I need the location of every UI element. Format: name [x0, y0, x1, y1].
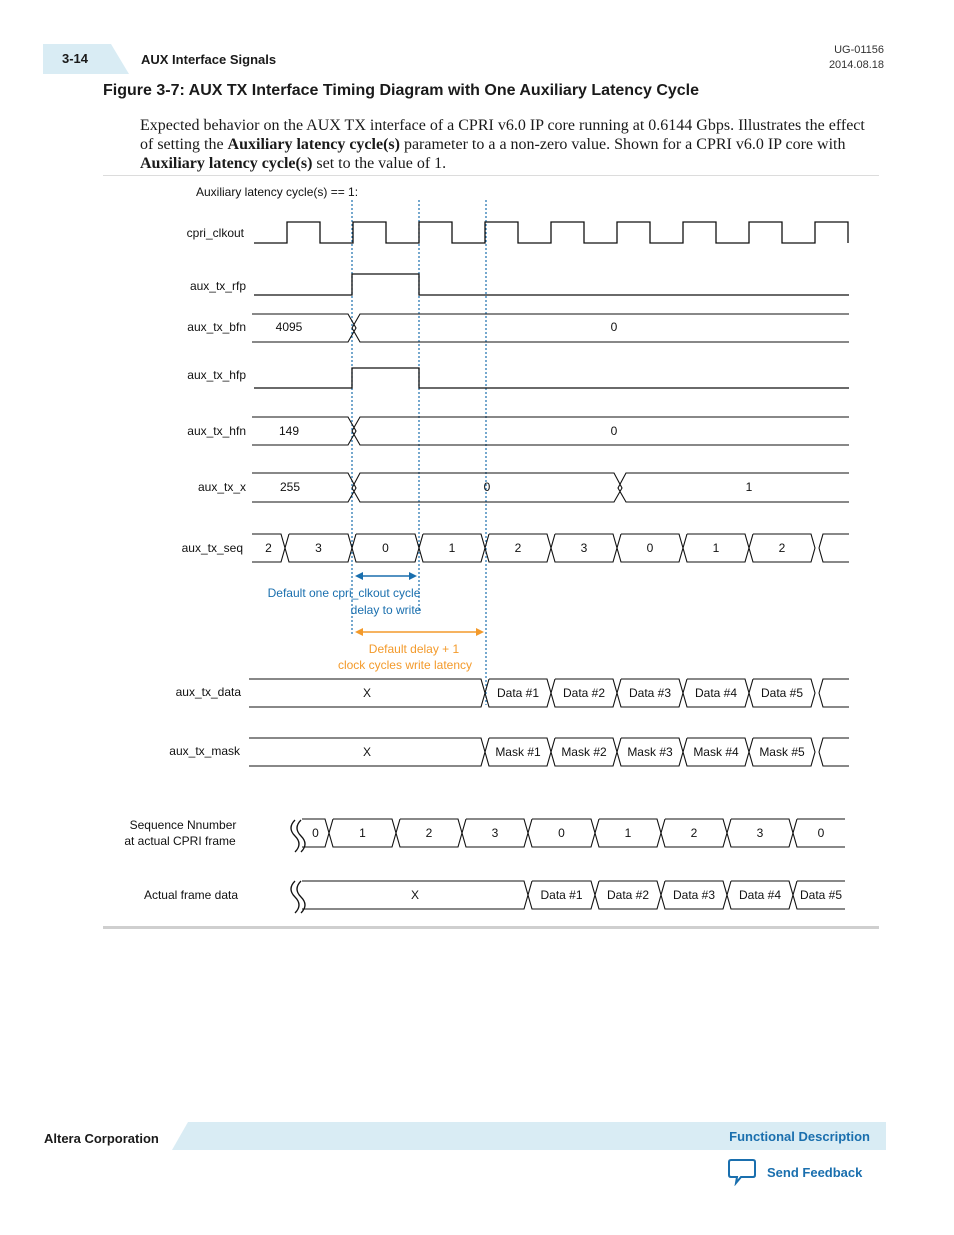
figure-bottom-rule [103, 926, 879, 929]
seqn-value: 3 [491, 826, 499, 840]
mask-value: X [362, 745, 372, 759]
hfp-waveform [254, 368, 849, 388]
seq-value: 1 [712, 541, 720, 555]
desc-text-1: Expected behavior on the AUX TX interface of a CPRI v6.0 IP core running at 0.6144 Gbps. Illustrates the effect of setting the [140, 117, 865, 153]
footer-company: Altera Corporation [44, 1131, 159, 1146]
desc-bold-1: Auxiliary latency cycle(s) [227, 136, 400, 153]
send-feedback-button[interactable] [727, 1158, 862, 1186]
seqn-bus [302, 819, 845, 847]
signal-label-hfp: aux_tx_hfp [187, 368, 246, 382]
seqn-value: 1 [359, 826, 366, 840]
mask-value: Mask #4 [693, 745, 739, 759]
data-value: Data #5 [760, 686, 804, 700]
page-number: 3-14 [62, 51, 89, 66]
speech-bubble-icon [727, 1158, 757, 1186]
frame-value: Data #5 [799, 888, 843, 902]
bfn-value-0: 4095 [275, 320, 303, 334]
clock-waveform [254, 222, 848, 243]
seqn-value: 3 [756, 826, 764, 840]
seqn-value: 2 [425, 826, 433, 840]
bus-trailing-stub [819, 679, 849, 707]
doc-id: UG-01156 [834, 44, 884, 56]
data-value: Data #3 [628, 686, 672, 700]
signal-label-x: aux_tx_x [197, 480, 246, 494]
mask-value: Mask #3 [627, 745, 673, 759]
frame-value: Data #4 [738, 888, 782, 902]
frame-bus [302, 881, 845, 909]
frame-break-icon [291, 881, 305, 913]
desc-text-2: parameter to a a non-zero value. Shown for a CPRI v6.0 IP core with [399, 136, 846, 153]
blue-annotation-1: Default one cpri_clkout cycle [267, 586, 421, 600]
hfn-value-1: 0 [610, 424, 618, 438]
seqn-value: 0 [558, 826, 565, 840]
signal-label-hfn: aux_tx_hfn [187, 424, 246, 438]
doc-date: 2014.08.18 [828, 59, 884, 71]
seq-value: 2 [514, 541, 522, 555]
frame-value: Data #2 [606, 888, 650, 902]
seq-value: 0 [646, 541, 654, 555]
rfp-waveform [254, 274, 849, 295]
frame-value: X [410, 888, 420, 902]
x-bus [252, 473, 849, 502]
desc-bold-2: Auxiliary latency cycle(s) [140, 155, 313, 172]
data-value: Data #2 [562, 686, 606, 700]
seqn-value: 0 [817, 826, 825, 840]
x-value-0: 255 [279, 480, 301, 494]
seqn-value: 0 [312, 826, 319, 840]
seq-value: 3 [580, 541, 588, 555]
mask-bus [249, 738, 849, 766]
data-bus [249, 679, 849, 707]
section-title: AUX Interface Signals [141, 52, 277, 67]
signal-label-bfn: aux_tx_bfn [187, 320, 246, 334]
seq-value: 2 [778, 541, 786, 555]
data-value: Data #1 [496, 686, 540, 700]
figure-title: Figure 3-7: AUX TX Interface Timing Diagram with One Auxiliary Latency Cycle [103, 82, 700, 99]
seq-value: 2 [265, 541, 272, 555]
blue-annotation-2: delay to write [350, 603, 422, 617]
bfn-value-1: 0 [610, 320, 618, 334]
signal-label-rfp: aux_tx_rfp [189, 279, 246, 293]
latency-label: Auxiliary latency cycle(s) == 1: [196, 185, 359, 199]
mask-value: Mask #5 [759, 745, 805, 759]
seq-value: 1 [448, 541, 456, 555]
seqn-value: 1 [624, 826, 632, 840]
bus-trailing-stub [819, 534, 849, 562]
signal-label-clk: cpri_clkout [186, 226, 244, 240]
bfn-bus [252, 314, 849, 342]
hfn-bus [252, 417, 849, 445]
signal-label-frame: Actual frame data [143, 888, 239, 902]
signal-label-seq: aux_tx_seq [181, 541, 243, 555]
send-feedback-label: Send Feedback [767, 1164, 863, 1180]
x-value-1: 0 [483, 480, 491, 494]
frame-value: Data #1 [540, 888, 583, 902]
orange-annotation-1: Default delay + 1 [368, 642, 460, 656]
seq-bus [252, 534, 849, 562]
signal-label-mask: aux_tx_mask [169, 744, 240, 758]
mask-value: Mask #1 [495, 745, 541, 759]
seq-value: 3 [315, 541, 322, 555]
desc-text-3: set to the value of 1. [312, 155, 447, 172]
signal-label-seqn-2: at actual CPRI frame [124, 834, 236, 848]
mask-value: Mask #2 [561, 745, 607, 759]
bus-trailing-stub [819, 738, 849, 766]
seq-value: 0 [382, 541, 389, 555]
seqn-value: 2 [690, 826, 698, 840]
frame-value: Data #3 [672, 888, 716, 902]
x-value-2: 1 [745, 480, 753, 494]
signal-label-seqn-1: Sequence Nnumber [129, 818, 237, 832]
footer-band-notch [172, 1122, 188, 1150]
data-value: X [362, 686, 372, 700]
footer-section-link[interactable]: Functional Description [729, 1129, 870, 1144]
data-value: Data #4 [694, 686, 738, 700]
signal-label-data: aux_tx_data [175, 685, 241, 699]
orange-annotation-2: clock cycles write latency [337, 658, 473, 672]
hfn-value-0: 149 [278, 424, 300, 438]
